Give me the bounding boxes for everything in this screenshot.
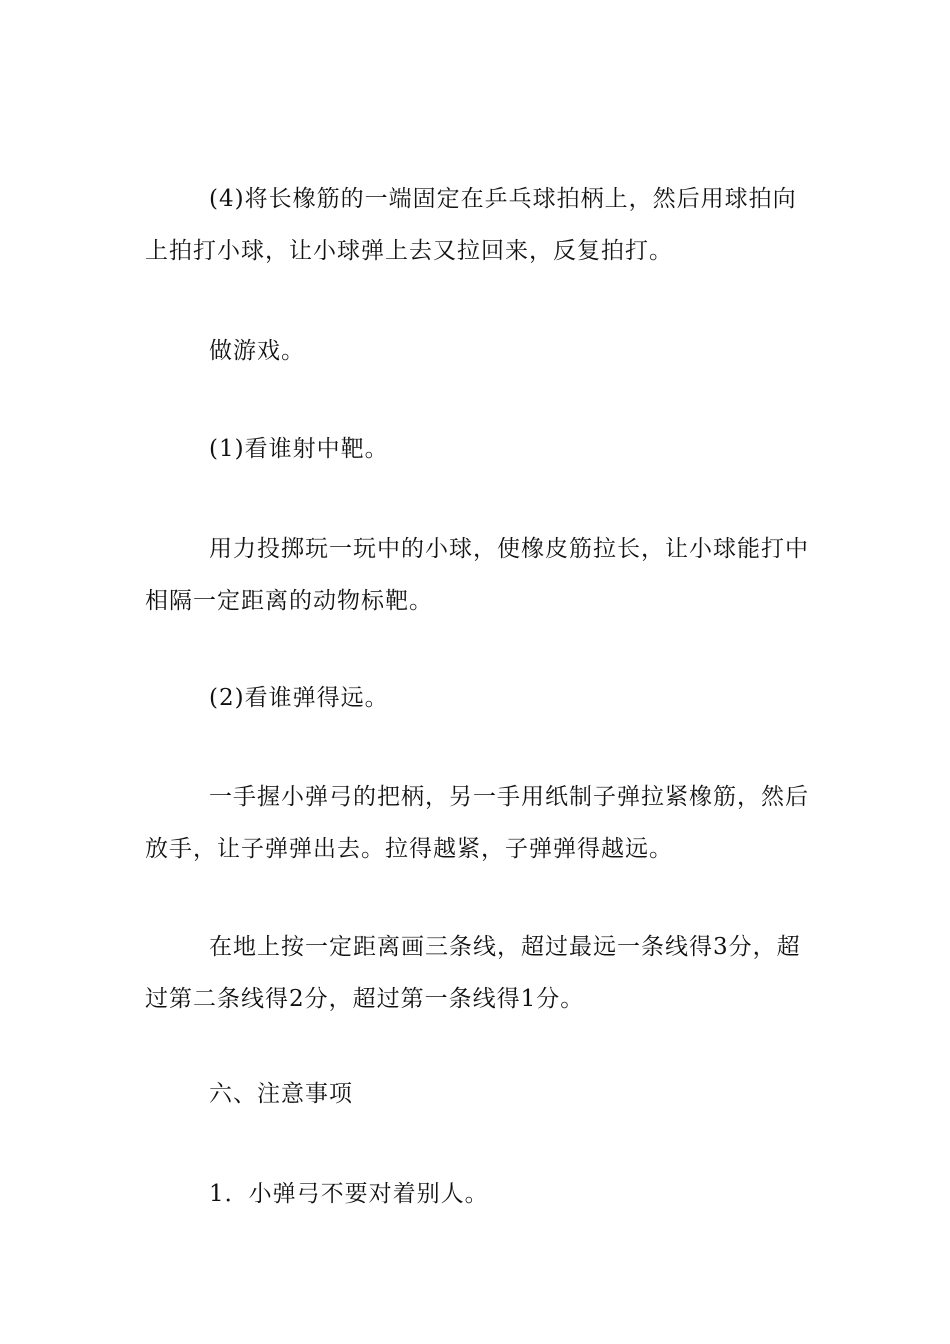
paragraph-target-instructions: 用力投掷玩一玩中的小球，使橡皮筋拉长，让小球能打中相隔一定距离的动物标靶。	[145, 536, 809, 614]
paragraph-slingshot-instructions: 一手握小弹弓的把柄，另一手用纸制子弹拉紧橡筋，然后放手，让子弹弹出去。拉得越紧，子弹弹得越远。	[145, 784, 809, 862]
precaution-item-1: 1．小弹弓不要对着别人。	[209, 1181, 489, 1207]
section-heading-precautions: 六、注意事项	[209, 1081, 353, 1107]
paragraph-distance-title: (2)看谁弹得远。	[209, 685, 389, 711]
paragraph-rubber-band-paddle: (4)将长橡筋的一端固定在乒乓球拍柄上，然后用球拍向上拍打小球，让小球弹上去又拉回来，反复拍打。	[145, 186, 797, 264]
paragraph-play-game: 做游戏。	[209, 338, 305, 364]
paragraph-target-title: (1)看谁射中靶。	[209, 436, 389, 462]
paragraph-scoring-rules: 在地上按一定距离画三条线，超过最远一条线得3分，超过第二条线得2分，超过第一条线得1分。	[145, 934, 801, 1012]
